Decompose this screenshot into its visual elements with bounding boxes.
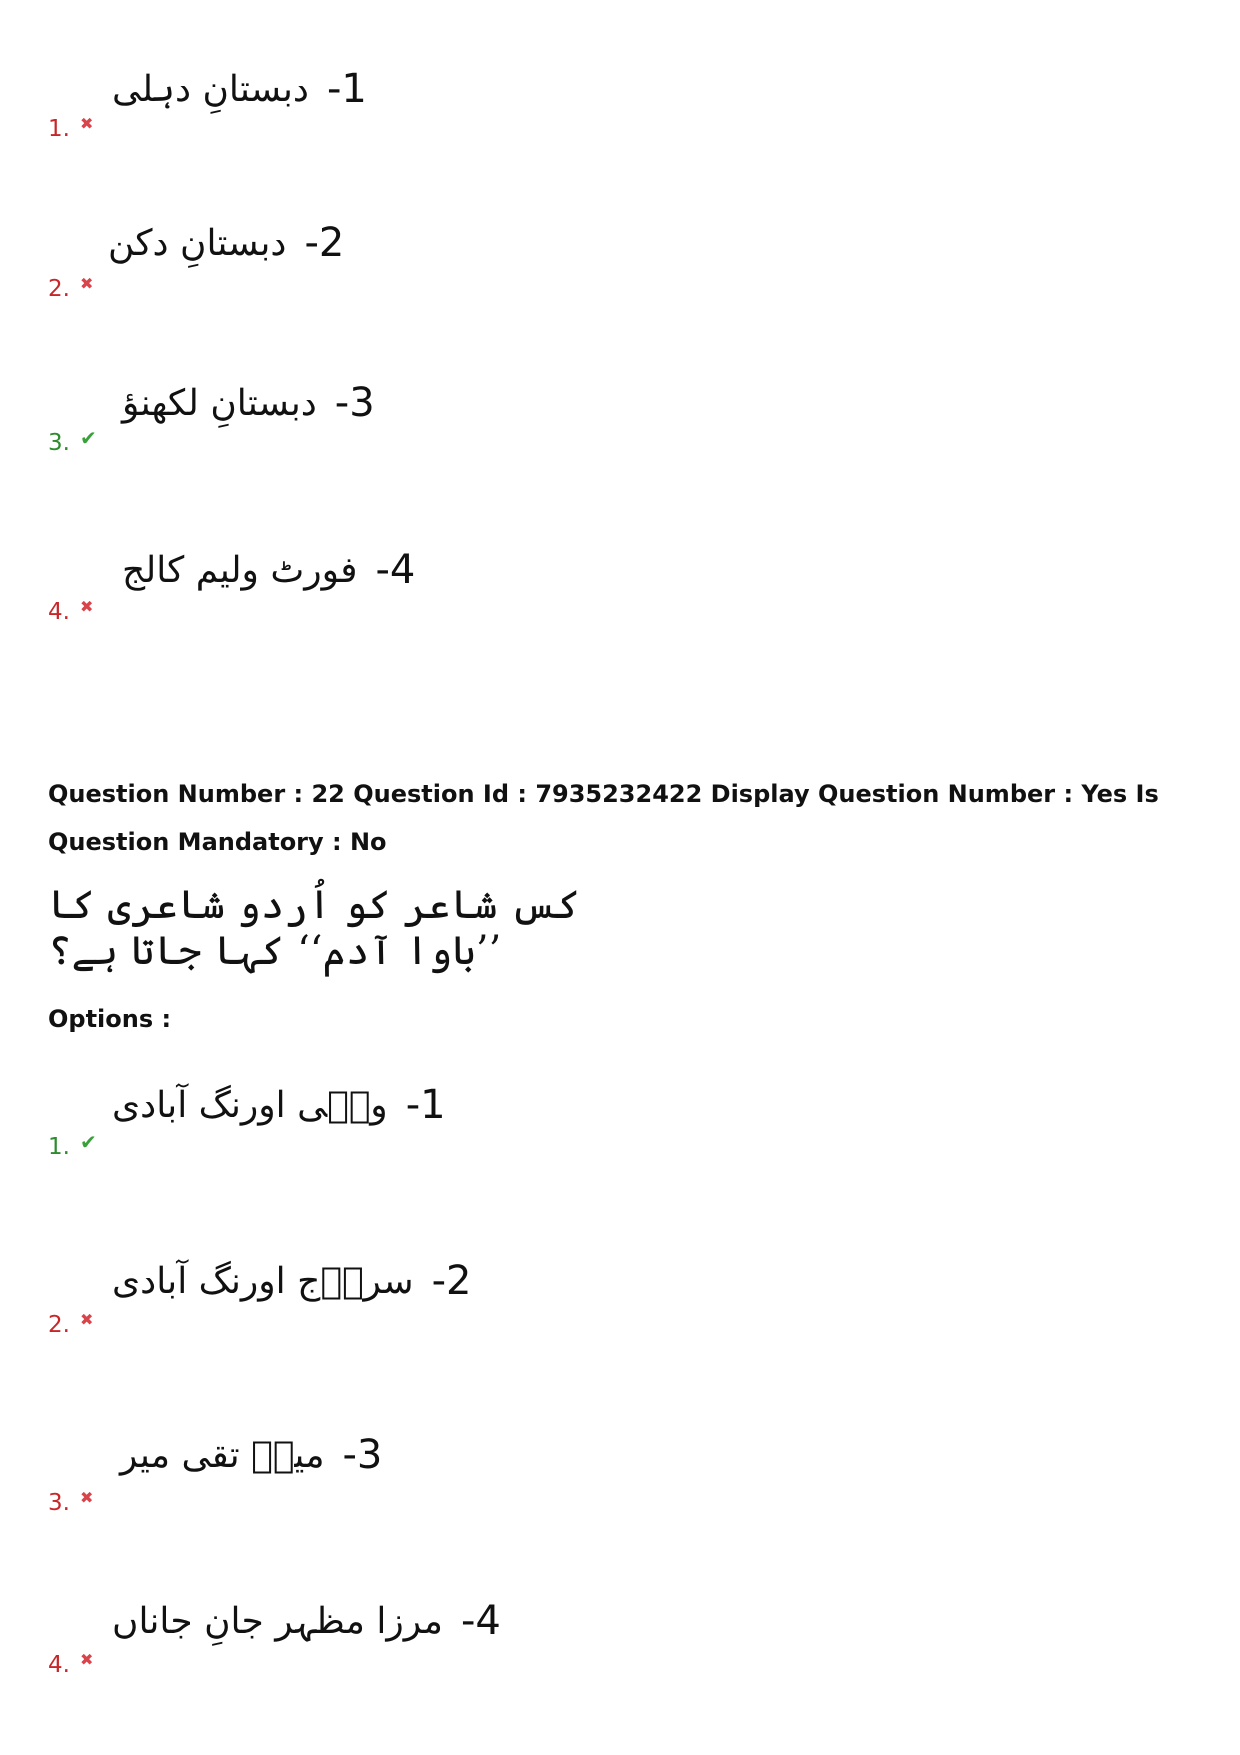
question-metadata: Question Number : 22 Question Id : 7935232422 Display Question Number : Yes Is Question Mandatory : No bbox=[48, 780, 1159, 856]
option-urdu-text: مرزا مظہر جانِ جاناں bbox=[112, 1600, 443, 1642]
option-urdu-text: فورٹ ولیم کالج bbox=[122, 549, 358, 591]
cross-icon: ✖ bbox=[80, 1650, 94, 1669]
option-urdu-text: میرؔ تقی میر bbox=[120, 1434, 325, 1476]
option-number: 4. bbox=[48, 1652, 70, 1678]
option-text-image bbox=[112, 1082, 446, 1128]
option-urdu-text: ولؔی اورنگ آبادی bbox=[112, 1084, 388, 1126]
option-urdu-text: دبستانِ دہلی bbox=[112, 68, 309, 110]
options-label: Options : bbox=[48, 1005, 172, 1033]
option-urdu-text: دبستانِ دکن bbox=[108, 222, 287, 264]
prev-option-4 bbox=[0, 545, 1240, 635]
option-4 bbox=[0, 1590, 1240, 1680]
option-text-image bbox=[112, 1258, 471, 1304]
option-number: 4. bbox=[48, 599, 70, 625]
option-text-image bbox=[108, 220, 344, 266]
check-icon: ✔ bbox=[80, 1130, 97, 1154]
prev-option-2 bbox=[0, 220, 1240, 310]
cross-icon: ✖ bbox=[80, 1310, 94, 1329]
option-digit: -3 bbox=[334, 380, 375, 426]
option-text-image bbox=[112, 66, 367, 112]
prev-option-3 bbox=[0, 380, 1240, 470]
option-digit: -1 bbox=[405, 1082, 446, 1128]
option-number: 3. bbox=[48, 1490, 70, 1516]
option-text-image bbox=[122, 547, 415, 593]
option-text-image bbox=[112, 1598, 501, 1644]
option-digit: -3 bbox=[342, 1432, 383, 1478]
option-digit: -2 bbox=[304, 220, 345, 266]
option-urdu-text: سراؔج اورنگ آبادی bbox=[112, 1260, 414, 1302]
option-digit: -4 bbox=[375, 547, 416, 593]
option-number: 2. bbox=[48, 1312, 70, 1338]
option-text-image bbox=[120, 1432, 382, 1478]
option-text-image bbox=[122, 380, 375, 426]
option-number: 3. bbox=[48, 430, 70, 456]
option-number: 1. bbox=[48, 1134, 70, 1160]
cross-icon: ✖ bbox=[80, 274, 94, 293]
prev-option-1 bbox=[0, 60, 1240, 150]
option-urdu-text: دبستانِ لکھنؤ bbox=[122, 382, 317, 424]
option-digit: -1 bbox=[326, 66, 367, 112]
cross-icon: ✖ bbox=[80, 597, 94, 616]
question-text: کس شاعر کو اُردو شاعری کا ’’باوا آدم‘‘ کہا جاتا ہے؟ bbox=[48, 882, 581, 974]
option-digit: -2 bbox=[431, 1258, 472, 1304]
option-number: 2. bbox=[48, 276, 70, 302]
option-number: 1. bbox=[48, 116, 70, 142]
cross-icon: ✖ bbox=[80, 114, 94, 133]
check-icon: ✔ bbox=[80, 426, 97, 450]
option-3 bbox=[0, 1410, 1240, 1516]
option-2 bbox=[0, 1240, 1240, 1338]
option-digit: -4 bbox=[460, 1598, 501, 1644]
option-1 bbox=[0, 1070, 1240, 1160]
cross-icon: ✖ bbox=[80, 1488, 94, 1507]
